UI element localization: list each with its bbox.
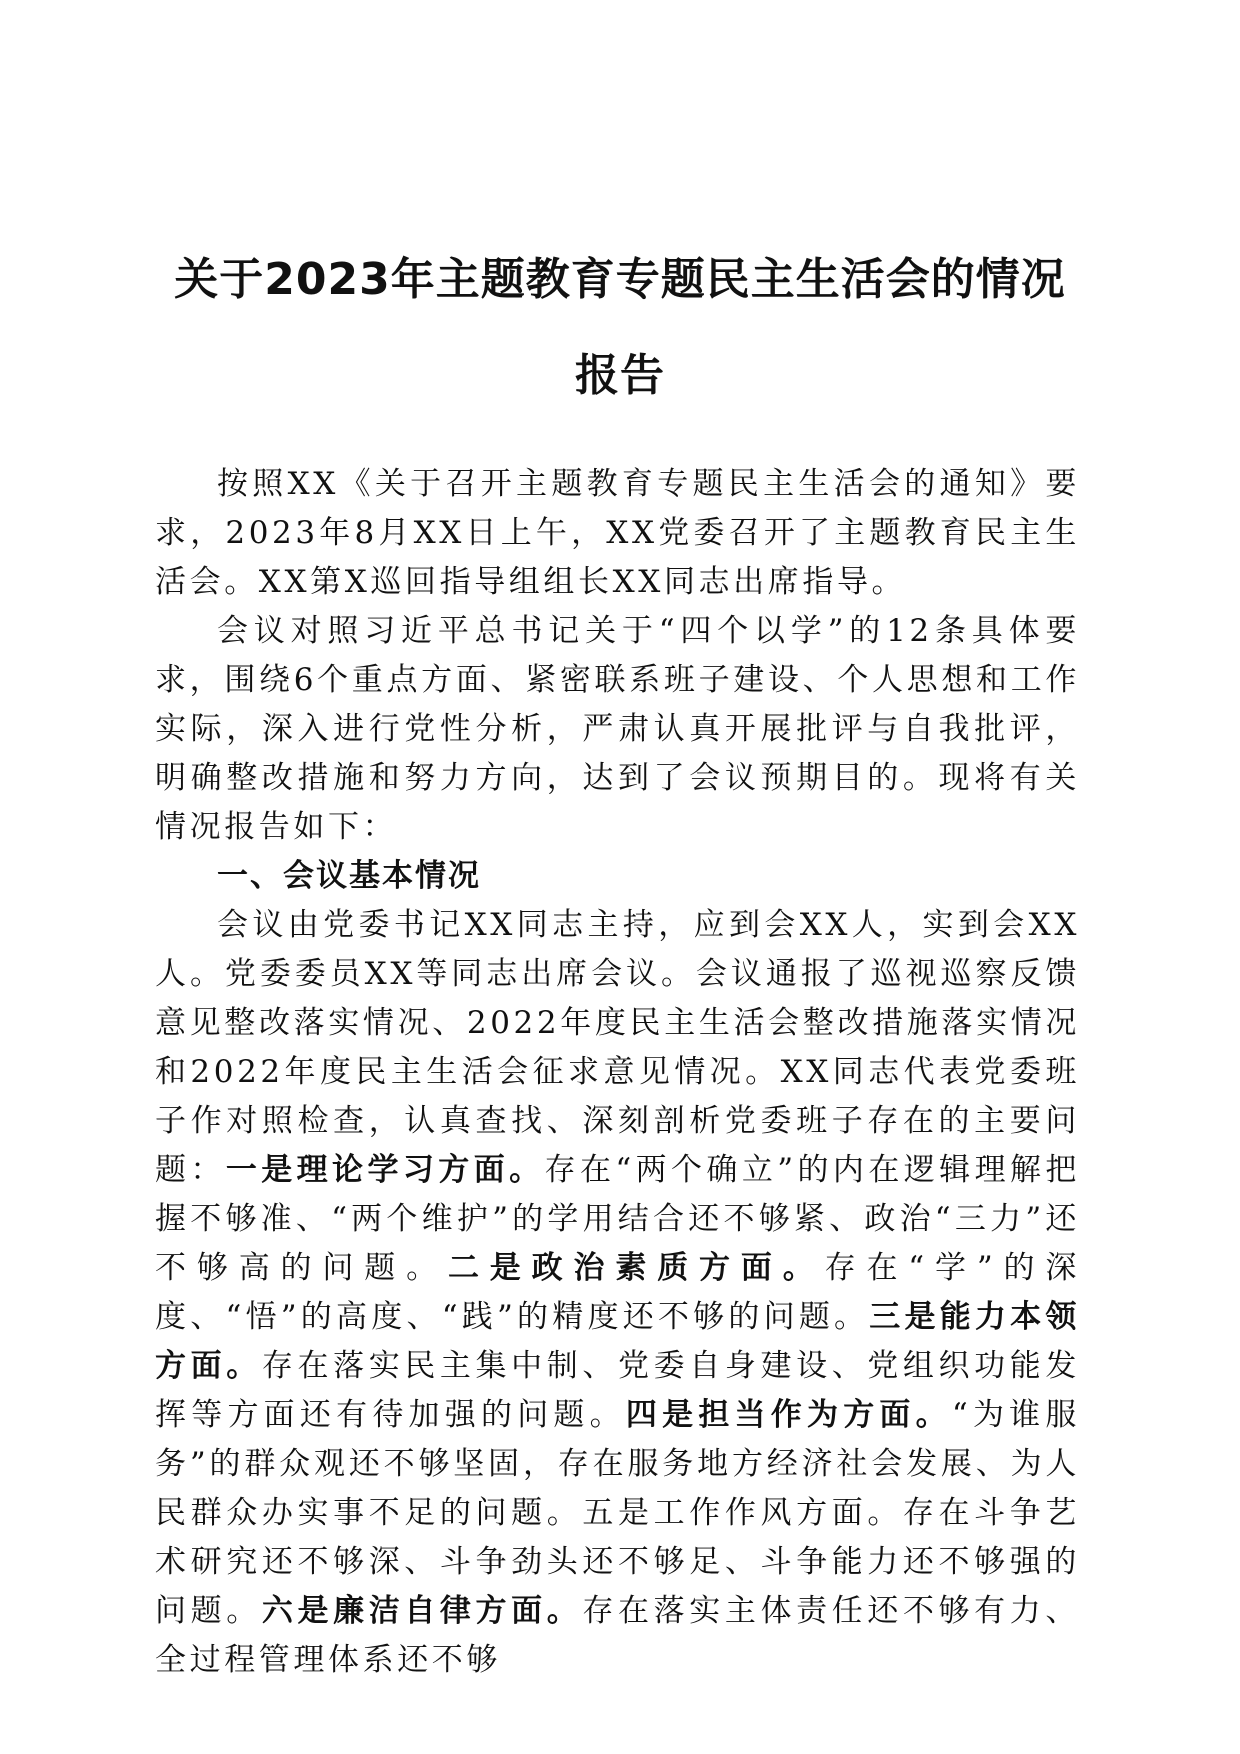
document-body: [155, 460, 1080, 1685]
section-heading-1: 一、会议基本情况: [217, 858, 481, 894]
item-5-text: 五是工作作风方面。存在斗争艺术研究还不够深、斗争劲头还不够足、斗争能力还不够强的问题。: [155, 1495, 1080, 1629]
item-4-text: “为谁服务”的群众观还不够坚固，存在服务地方经济社会发展、为人民群众办实事不足的问题。: [155, 1397, 1080, 1531]
item-6-label: 六是廉洁自律方面。: [261, 1593, 583, 1629]
paragraph-3: [155, 901, 1080, 1685]
item-3-label: 三是能力本领方面。: [155, 1299, 1080, 1384]
paragraph-3-intro: 会议由党委书记XX同志主持，应到会XX人，实到会XX人。党委委员XX等同志出席会议。会议通报了巡视巡察反馈意见整改落实情况、2022年度民主生活会整改措施落实情况和2022年度民主生活会征求意见情况。XX同志代表党委班子作对照检查，认真查找、深刻剖析党委班子存在的主要问题：: [155, 907, 1080, 1188]
paragraph-2: 会议对照习近平总书记关于“四个以学”的12条具体要求，围绕6个重点方面、紧密联系班子建设、个人思想和工作实际，深入进行党性分析，严肃认真开展批评与自我批评，明确整改措施和努力方向，达到了会议预期目的。现将有关情况报告如下：: [155, 613, 1080, 845]
item-1-text: 存在“两个确立”的内在逻辑理解把握不够准、“两个维护”的学用结合还不够紧、政治“三力”还不够高的问题。: [155, 1152, 1080, 1286]
document-title-line2: 报告: [575, 350, 665, 401]
paragraph-1: 按照XX《关于召开主题教育专题民主生活会的通知》要求，2023年8月XX日上午，XX党委召开了主题教育民主生活会。XX第X巡回指导组组长XX同志出席指导。: [155, 466, 1080, 600]
item-2-text: 存在“学”的深度、“悟”的高度、“践”的精度还不够的问题。: [155, 1250, 1081, 1335]
item-2-label: 二是政治素质方面。: [447, 1250, 825, 1286]
item-1-label: 一是理论学习方面。: [225, 1152, 545, 1188]
item-3-text: 存在落实民主集中制、党委自身建设、党组织功能发挥等方面还有待加强的问题。: [155, 1348, 1080, 1433]
document-title-line1: 关于2023年主题教育专题民主生活会的情况: [174, 254, 1066, 305]
item-4-label: 四是担当作为方面。: [625, 1397, 952, 1433]
item-6-text: 存在落实主体责任还不够有力、全过程管理体系还不够: [155, 1593, 1080, 1678]
